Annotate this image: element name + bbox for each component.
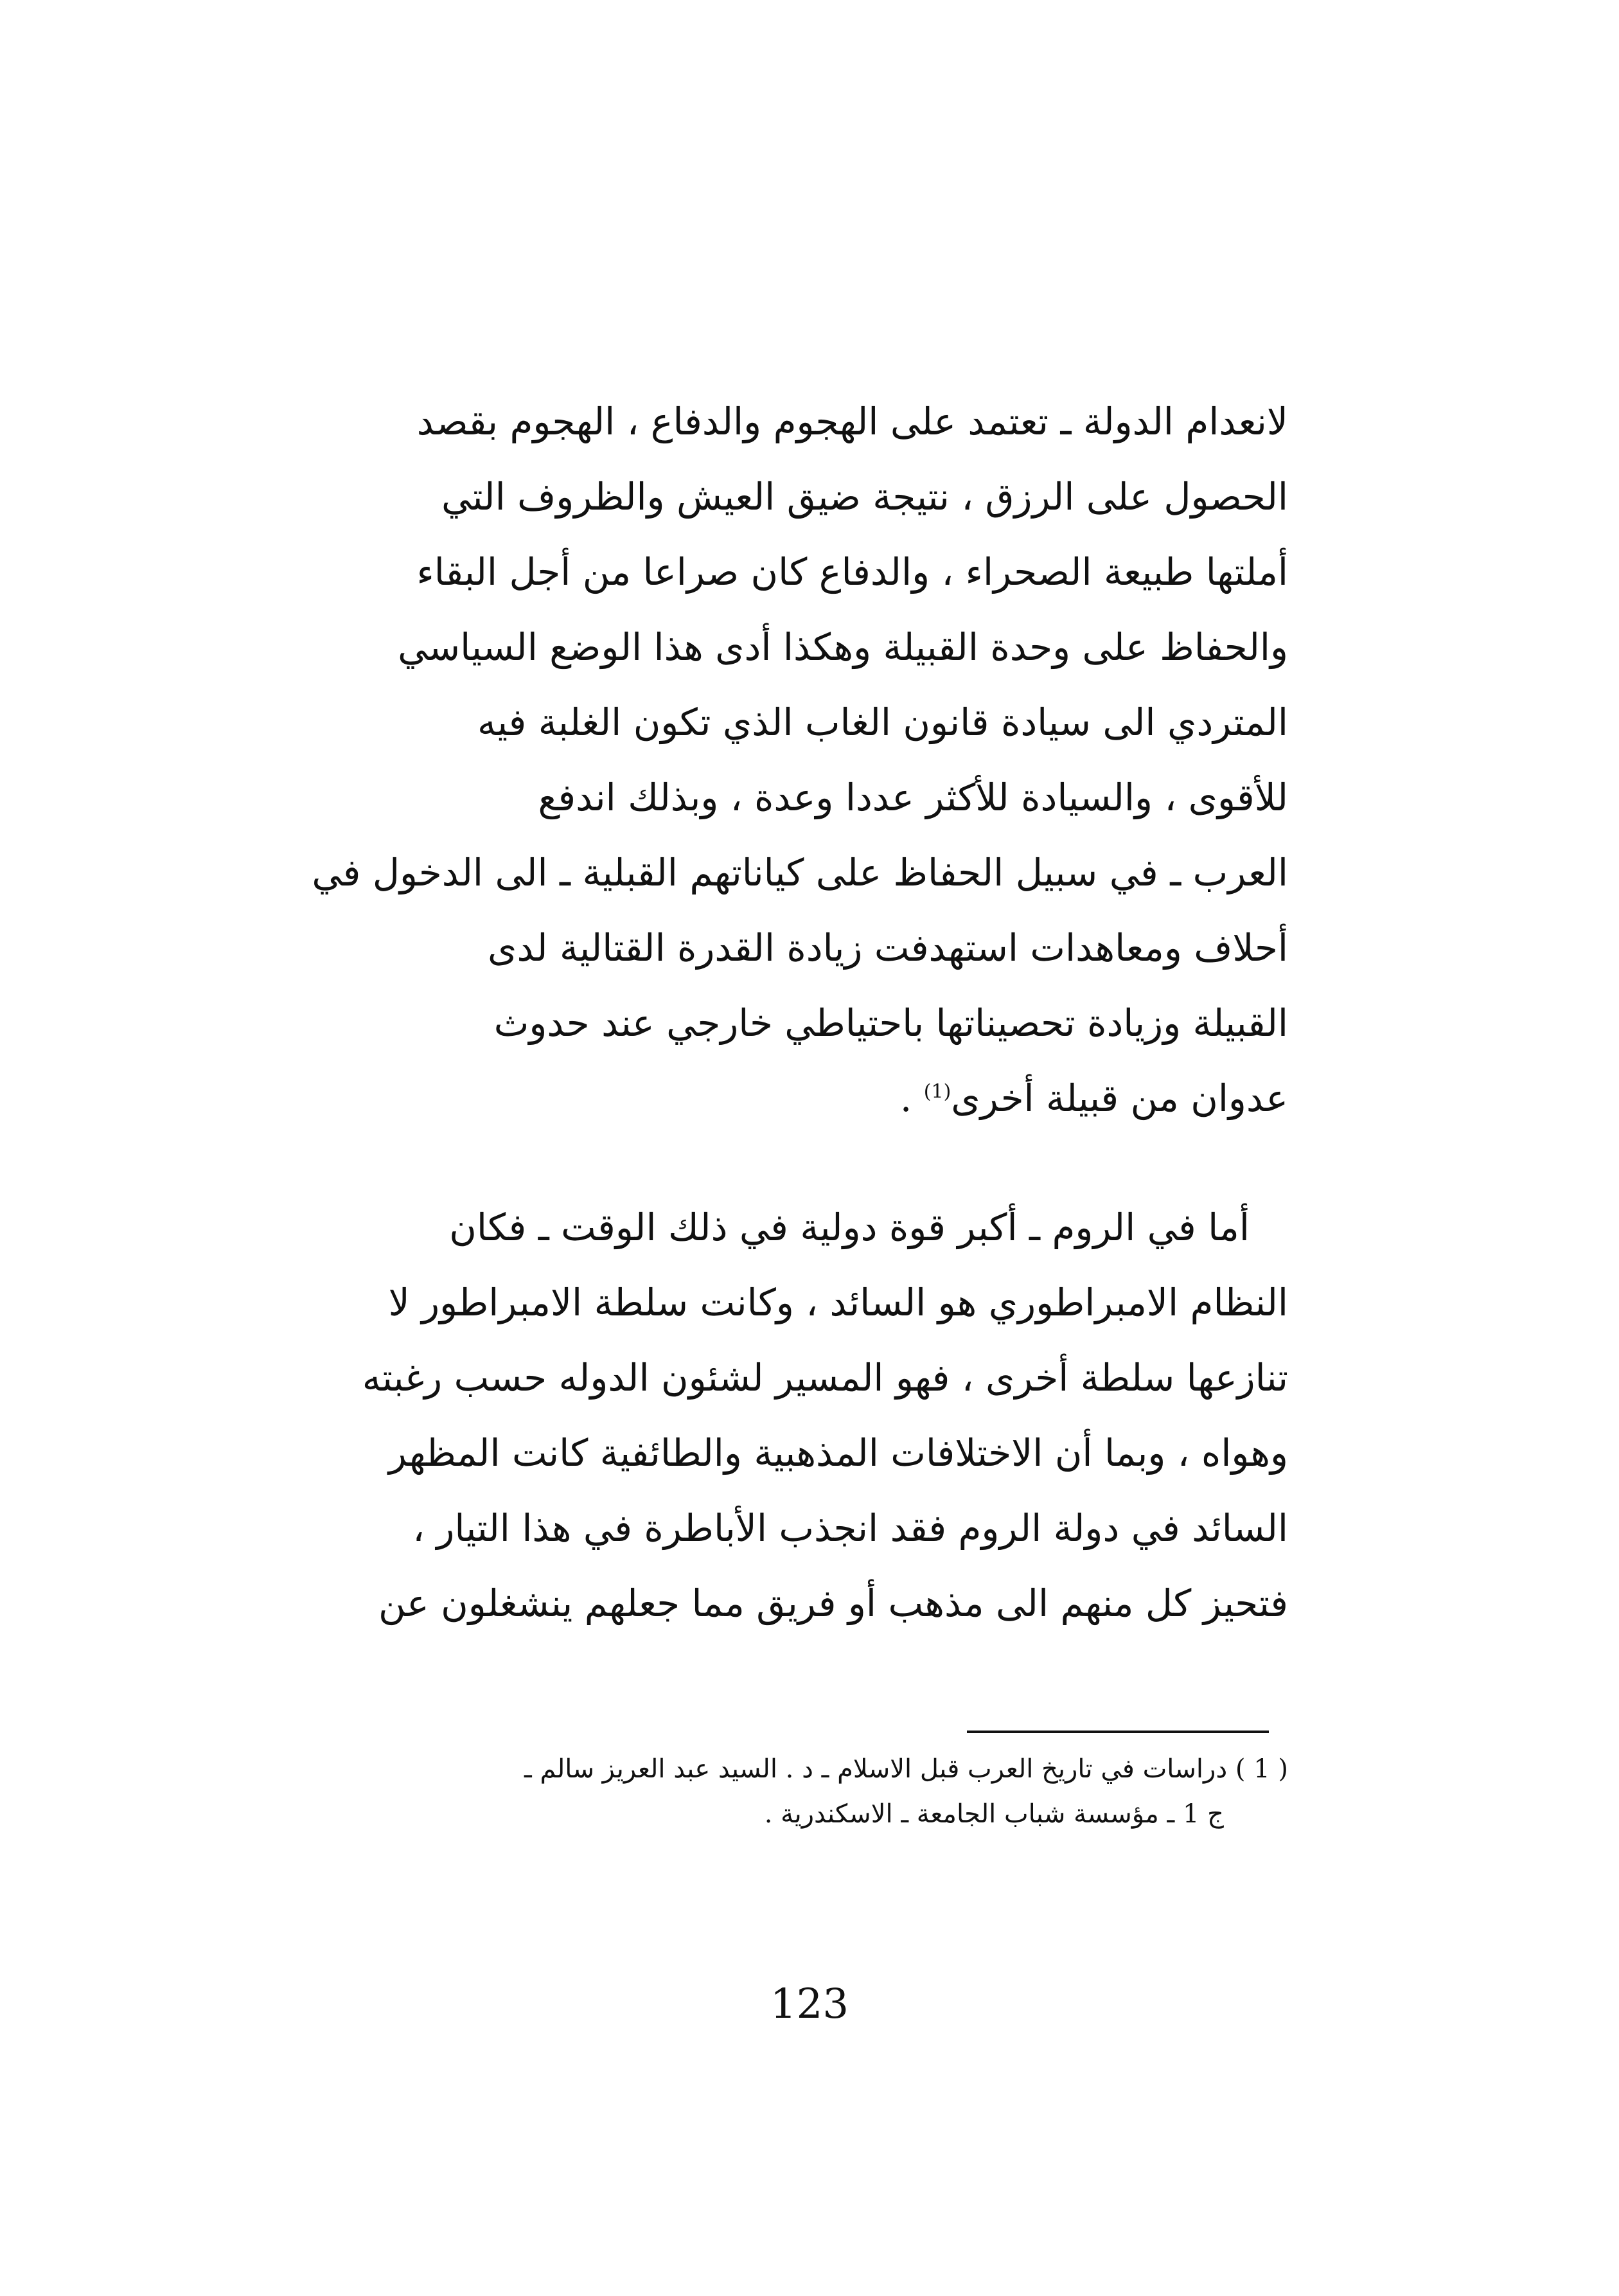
footnote-divider xyxy=(967,1731,1269,1733)
text-line: أحلاف ومعاهدات استهدفت زيادة القدرة القتالية لدى xyxy=(488,926,1288,970)
text-line: العرب ـ في سبيل الحفاظ على كياناتهم القبلية ـ الى الدخول في xyxy=(312,851,1288,894)
text-line-last xyxy=(350,1061,1288,1136)
footnote-line-2: ج 1 ـ مؤسسة شباب الجامعة ـ الاسكندرية . xyxy=(764,1799,1224,1829)
paragraph-1 xyxy=(312,384,1288,1136)
text-line: السائد في دولة الروم فقد انجذب الأباطرة في هذا التيار ، xyxy=(412,1506,1288,1550)
text-line: والحفاظ على وحدة القبيلة وهكذا أدى هذا الوضع السياسي xyxy=(398,625,1288,669)
text-line: فتحيز كل منهم الى مذهب أو فريق مما جعلهم ينشغلون عن xyxy=(378,1581,1288,1625)
page-number: 123 xyxy=(770,1980,849,2028)
sentence-end: . xyxy=(899,1076,924,1120)
paragraph-2 xyxy=(350,1190,1288,1641)
text-line: للأقوى ، والسيادة للأكثر عددا وعدة ، وبذلك اندفع xyxy=(538,776,1288,819)
text-line: النظام الامبراطوري هو السائد ، وكانت سلطة الامبراطور لا xyxy=(388,1281,1288,1324)
footnote xyxy=(347,1747,1288,1837)
text-line: وهواه ، وبما أن الاختلافات المذهبية والطائفية كانت المظهر xyxy=(388,1431,1288,1475)
text-line: تنازعها سلطة أخرى ، فهو المسير لشئون الدوله حسب رغبته xyxy=(362,1356,1288,1400)
text-line: لانعدام الدولة ـ تعتمد على الهجوم والدفاع ، الهجوم بقصد xyxy=(416,400,1288,443)
text-line: الحصول على الرزق ، نتيجة ضيق العيش والظروف التي xyxy=(441,475,1288,519)
text-line: أملتها طبيعة الصحراء ، والدفاع كان صراعا من أجل البقاء xyxy=(416,550,1288,594)
text-line: المتردي الى سيادة قانون الغاب الذي تكون الغلبة فيه xyxy=(477,700,1288,744)
footnote-line-1: ( 1 ) دراسات في تاريخ العرب قبل الاسلام ـ د . السيد عبد العريز سالم ـ xyxy=(524,1754,1288,1784)
text-line-content: عدوان من قبيلة أخرى xyxy=(951,1076,1288,1120)
text-line: القبيلة وزيادة تحصيناتها باحتياطي خارجي عند حدوث xyxy=(493,1001,1288,1045)
footnote-reference[interactable]: (1) xyxy=(923,1080,951,1103)
text-line: أما في الروم ـ أكبر قوة دولية في ذلك الوقت ـ فكان xyxy=(449,1206,1250,1249)
